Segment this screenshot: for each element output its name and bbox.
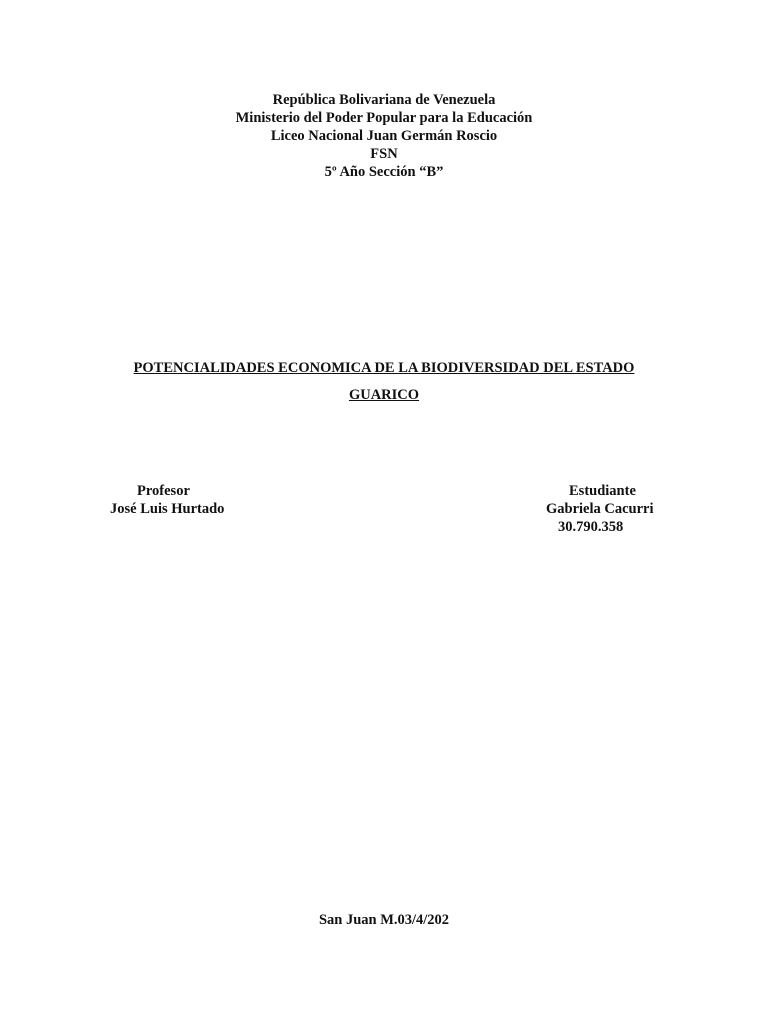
header-fsn: FSN (370, 146, 398, 162)
teacher-label: Profesor (137, 483, 190, 499)
institution-header (0, 91, 768, 181)
header-grade-section: 5º Año Sección “B” (324, 164, 444, 180)
title-line-2: GUARICO (348, 387, 420, 403)
title-line-1: POTENCIALIDADES ECONOMICA DE LA BIODIVERSIDAD DEL ESTADO (133, 360, 635, 376)
student-id: 30.790.358 (558, 519, 624, 535)
header-ministry: Ministerio del Poder Popular para la Educación (235, 110, 533, 126)
teacher-name: José Luis Hurtado (110, 501, 225, 517)
header-school: Liceo Nacional Juan Germán Roscio (270, 128, 498, 144)
document-title (0, 355, 768, 409)
place-date: San Juan M.03/4/202 (318, 912, 450, 928)
header-country: República Bolivariana de Venezuela (272, 92, 496, 108)
student-name: Gabriela Cacurri (546, 501, 654, 517)
student-label: Estudiante (569, 483, 636, 499)
